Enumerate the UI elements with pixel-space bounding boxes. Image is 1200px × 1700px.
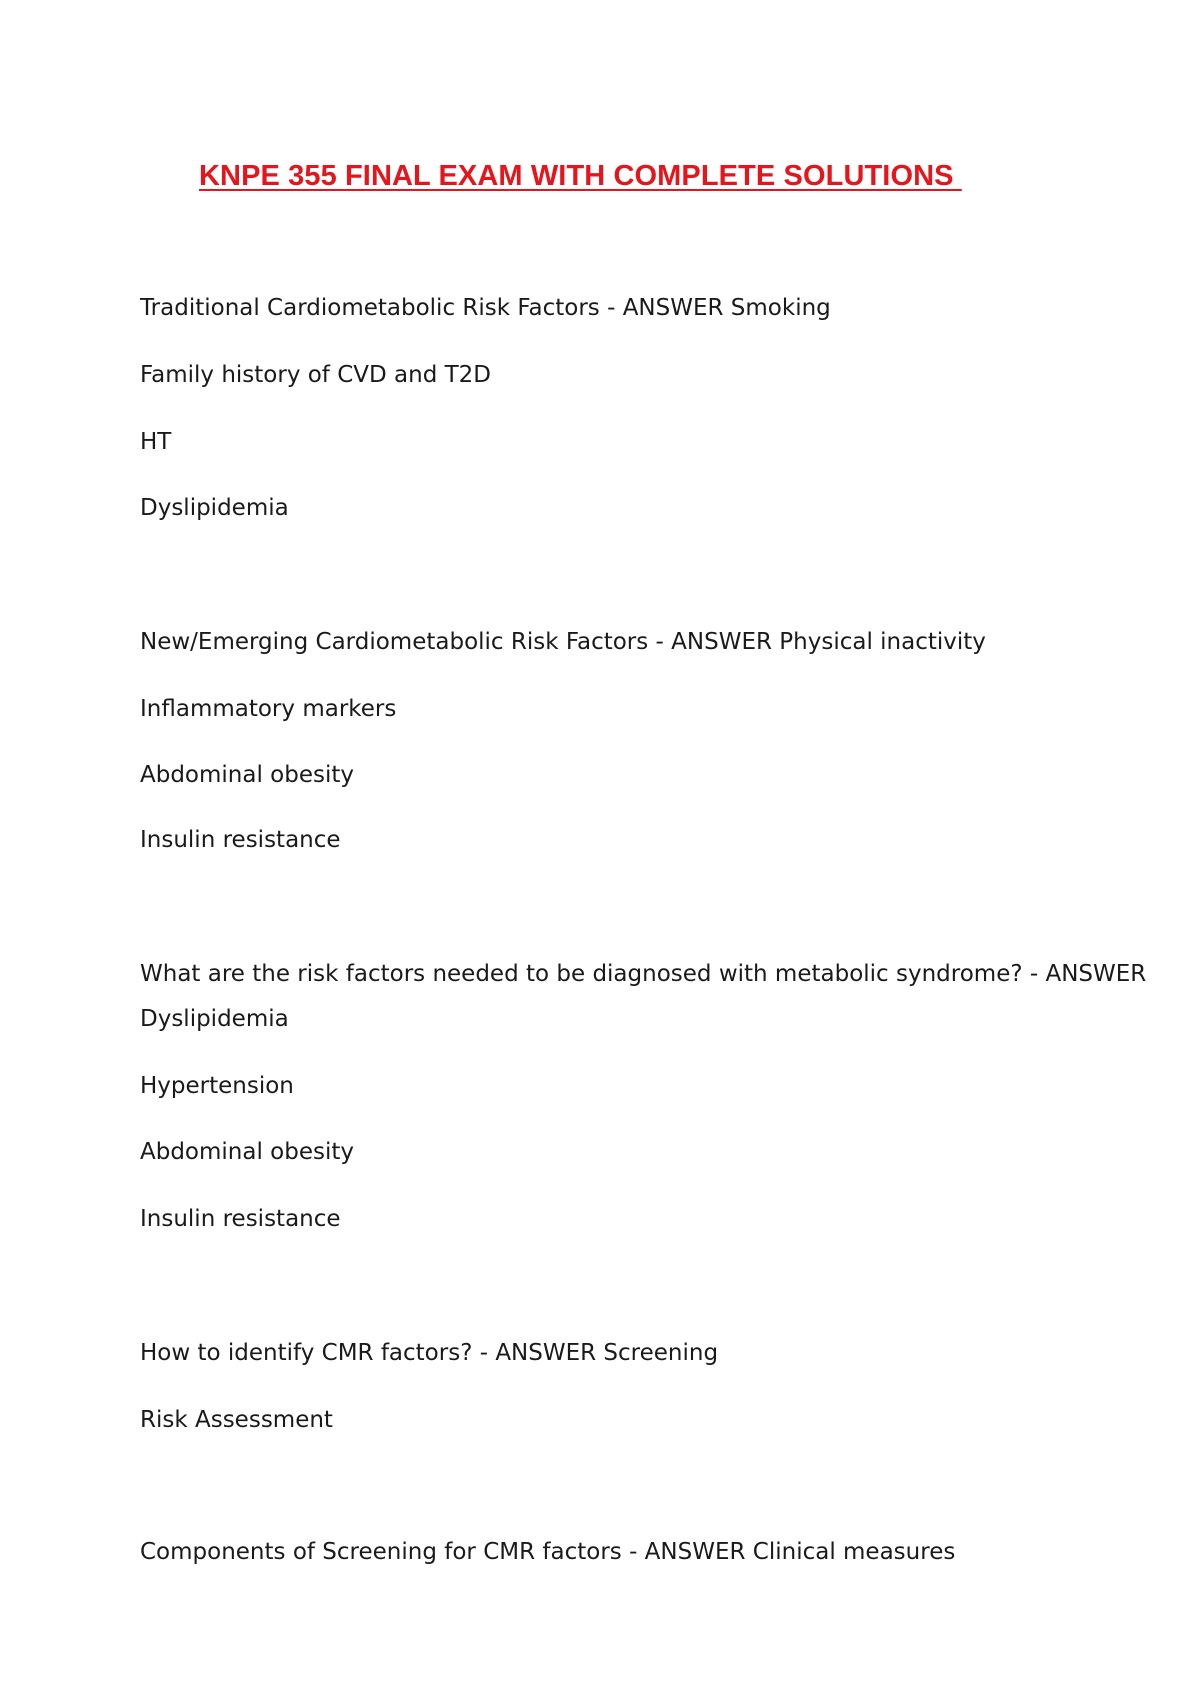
question-line: Traditional Cardiometabolic Risk Factors - ANSWER Smoking [140, 295, 831, 321]
answer-line: Hypertension [140, 1073, 294, 1099]
answer-line: Inflammatory markers [140, 696, 397, 722]
answer-line: Family history of CVD and T2D [140, 362, 492, 388]
answer-line: Dyslipidemia [140, 1006, 289, 1032]
question-line: What are the risk factors needed to be diagnosed with metabolic syndrome? - ANSWER [140, 961, 1147, 987]
answer-line: Dyslipidemia [140, 495, 289, 521]
answer-line: Abdominal obesity [140, 1139, 354, 1165]
answer-line: Insulin resistance [140, 1206, 341, 1232]
answer-line: Abdominal obesity [140, 762, 354, 788]
answer-line: Insulin resistance [140, 827, 341, 853]
question-line: Components of Screening for CMR factors - ANSWER Clinical measures [140, 1539, 956, 1565]
question-line: How to identify CMR factors? - ANSWER Screening [140, 1340, 719, 1366]
question-line: New/Emerging Cardiometabolic Risk Factors - ANSWER Physical inactivity [140, 629, 986, 655]
page-title: KNPE 355 FINAL EXAM WITH COMPLETE SOLUTIONS [199, 160, 962, 192]
answer-line: HT [140, 429, 172, 455]
answer-line: Risk Assessment [140, 1407, 333, 1433]
